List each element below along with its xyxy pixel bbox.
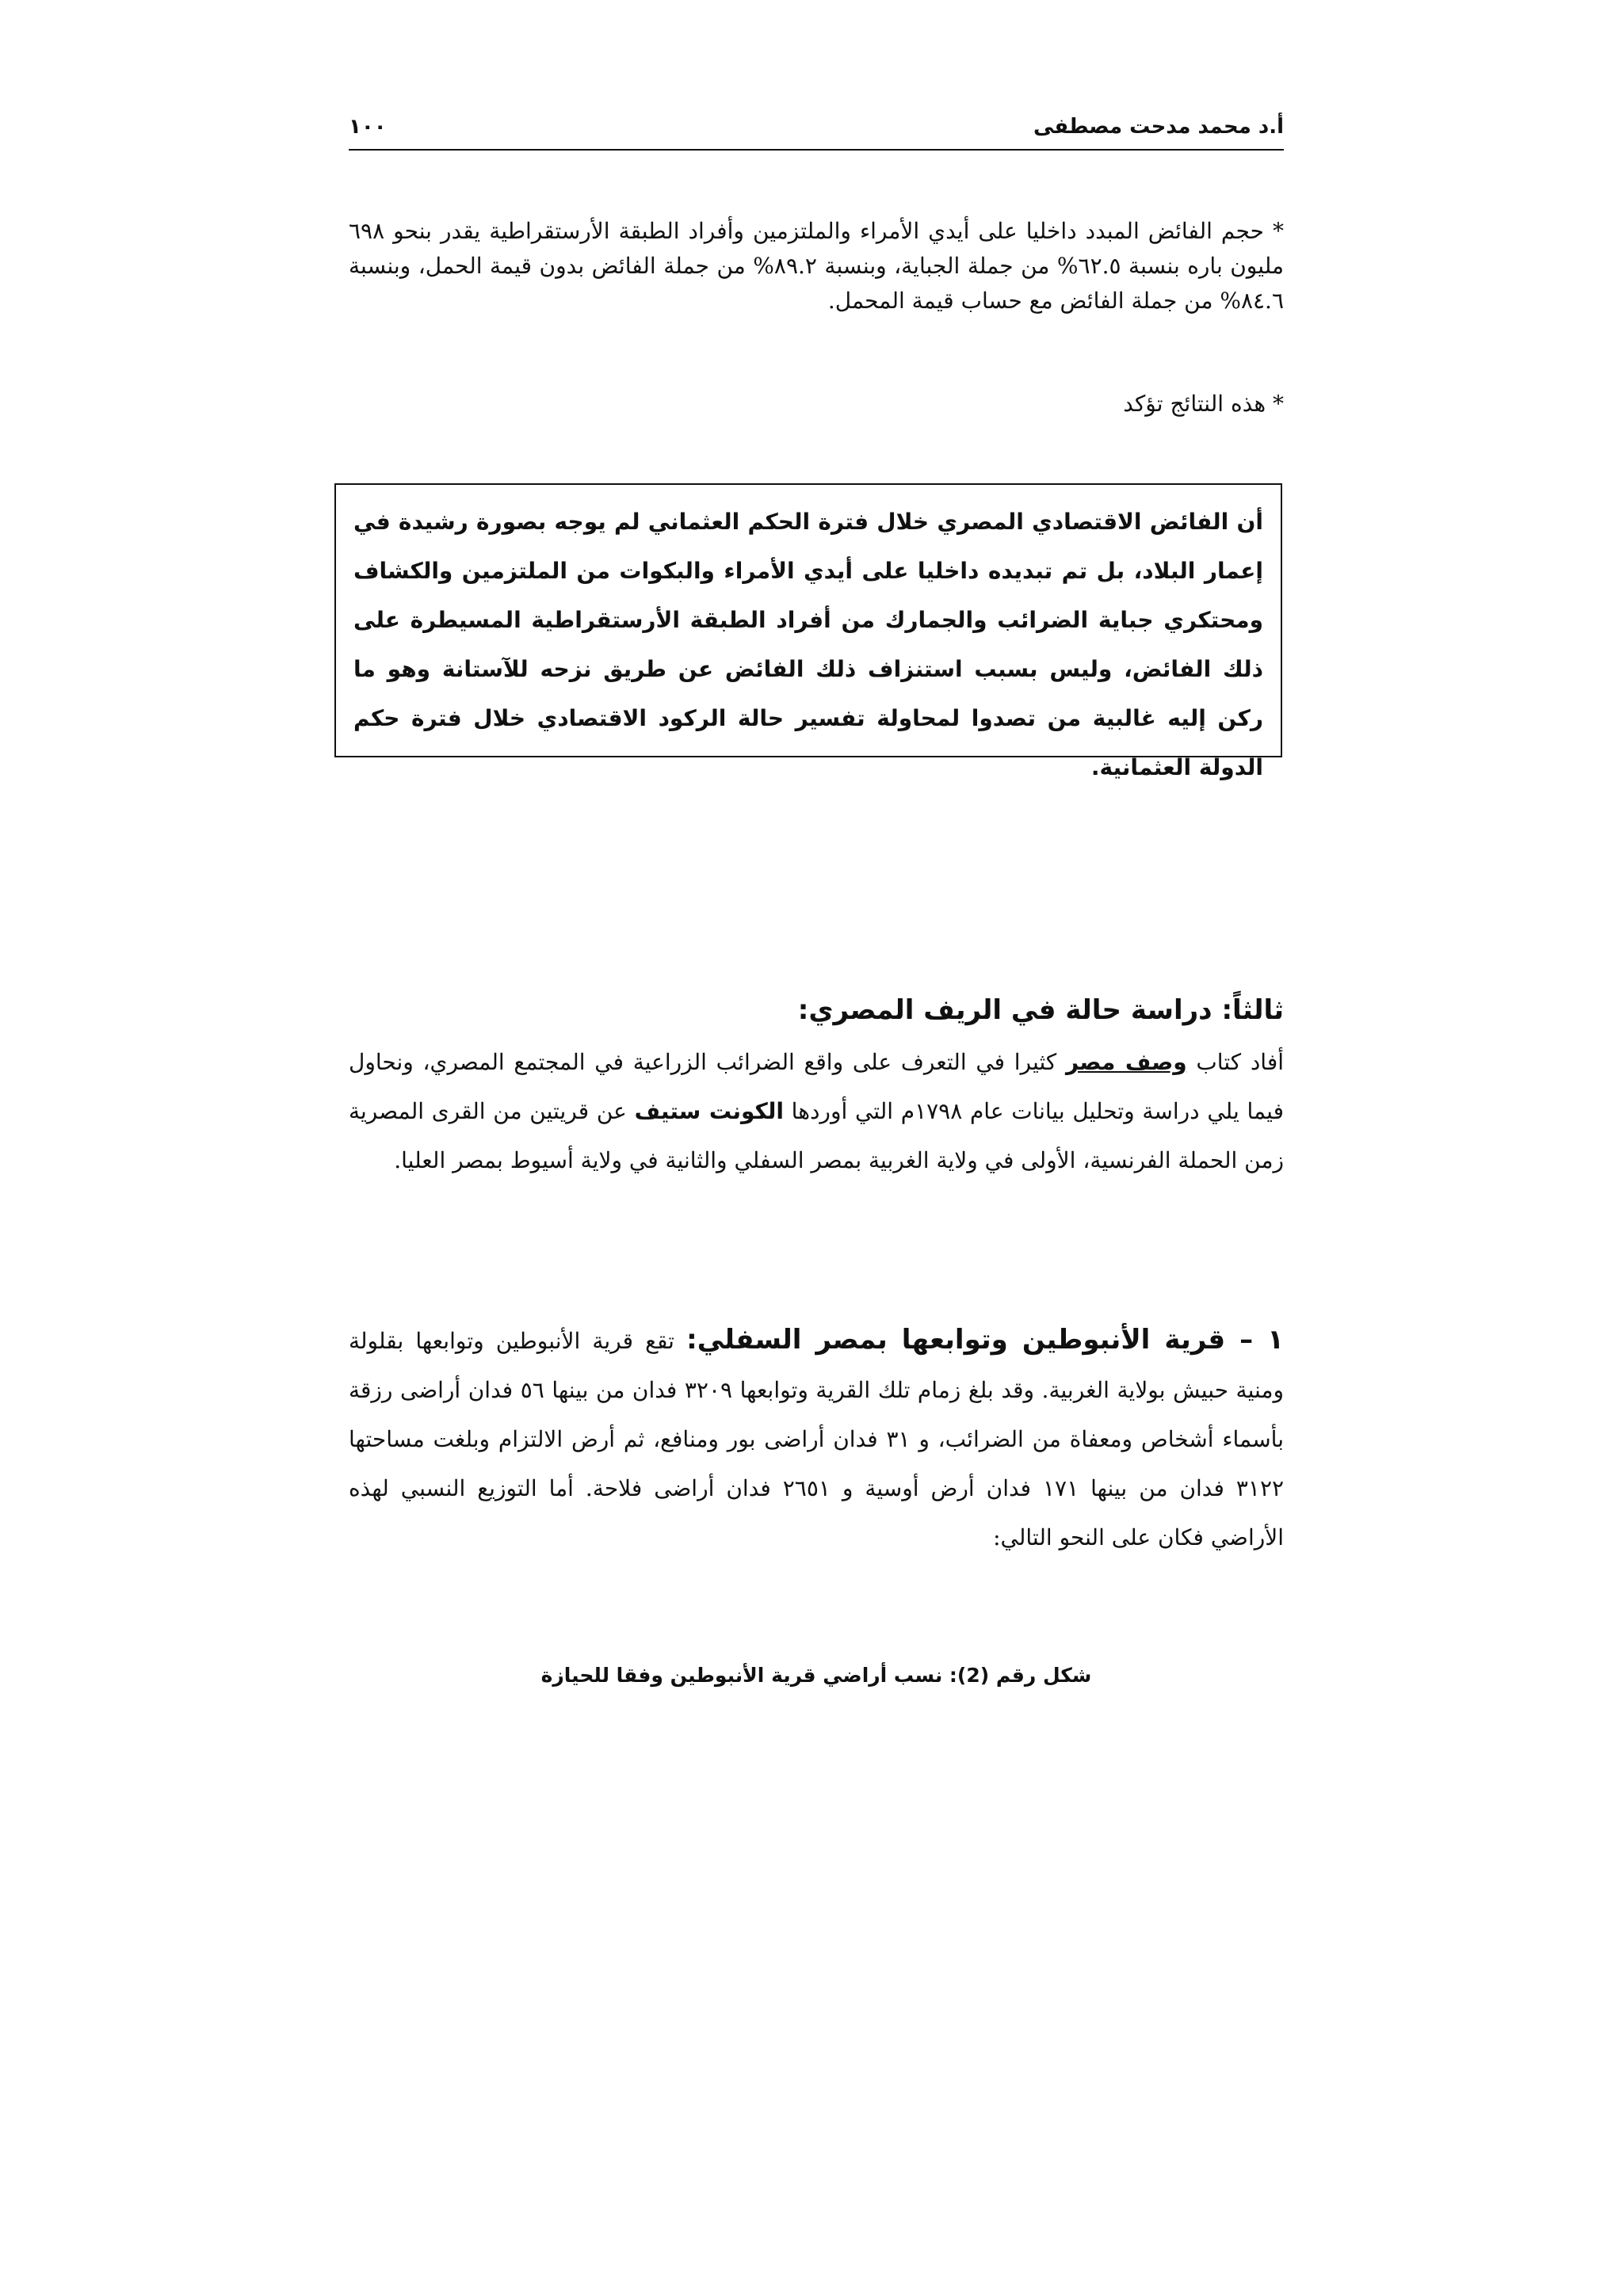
village-subheading: ١ – قرية الأنبوطين وتوابعها بمصر السفلي:	[686, 1324, 1284, 1356]
paragraph-wasf-misr	[349, 1038, 1284, 1185]
paragraph-village	[349, 1315, 1284, 1562]
book-title: وصف مصر	[1065, 1049, 1187, 1075]
section-heading: ثالثاً: دراسة حالة في الريف المصري:	[797, 994, 1284, 1026]
page-header	[349, 107, 1284, 154]
page-number: ١٠٠	[349, 115, 387, 139]
header-divider	[349, 149, 1284, 151]
paragraph-surplus: * حجم الفائض المبدد داخليا على أيدي الأمراء والملتزمين وأفراد الطبقة الأرستقراطية يقدر بنحو ٦٩٨ مليون باره بنسبة ٦٢.٥% من جملة الجباية، وبنسبة ٨٩.٢% من جملة الفائض بدون قيمة الحمل، وبنسبة ٨٤.٦% من جملة الفائض مع حساب قيمة المحمل.	[349, 218, 1284, 314]
count-name: الكونت ستيف	[634, 1098, 784, 1124]
paragraph-results-intro: * هذه النتائج تؤكد	[1123, 391, 1284, 417]
wasf-text-middle: كثيرا في التعرف على واقع الضرائب الزراعية في المجتمع المصري، ونحاول فيما يلي دراسة وتحليل بيانات عام ١٧٩٨م التي أوردها	[349, 1049, 1284, 1124]
wasf-text-before: أفاد كتاب	[1186, 1049, 1284, 1075]
header-author: أ.د محمد مدحت مصطفى	[1033, 115, 1284, 139]
conclusion-box	[334, 483, 1282, 780]
village-text: تقع قرية الأنبوطين وتوابعها بقلولة ومنية حبيش بولاية الغربية. وقد بلغ زمام تلك القرية وتوابعها ٣٢٠٩ فدان من بينها ٥٦ فدان أراضى رزقة بأسماء أشخاص ومعفاة من الضرائب، و ٣١ فدان أراضى بور ومنافع، ثم أرض الالتزام وبلغت مساحتها ٣١٢٢ فدان من بينها ١٧١ فدان أرض أوسية و ٢٦٥١ فدان أراضى فلاحة. أما التوزيع النسبي لهذه الأراضي فكان على النحو التالي:	[349, 1328, 1285, 1550]
figure-caption: شكل رقم (2): نسب أراضي قرية الأنبوطين وفقا للحيازة	[540, 1664, 1092, 1687]
conclusion-text: أن الفائض الاقتصادي المصري خلال فترة الحكم العثماني لم يوجه بصورة رشيدة في إعمار البلاد، بل تم تبديده داخليا على أيدي الأمراء والبكوات من الملتزمين والكشاف ومحتكري جباية الضرائب والجمارك من أفراد الطبقة الأرستقراطية المسيطرة على ذلك الفائض، وليس بسبب استنزاف ذلك الفائض عن طريق نزحه للآستانة وهو ما ركن إليه غالبية من تصدوا لمحاولة تفسير حالة الركود الاقتصادي خلال فترة حكم الدولة العثمانية.	[353, 509, 1263, 780]
wasf-text-after: عن قريتين من القرى المصرية زمن الحملة الفرنسية، الأولى في ولاية الغربية بمصر السفلي والثانية في ولاية أسيوط بمصر العليا.	[349, 1098, 1284, 1173]
